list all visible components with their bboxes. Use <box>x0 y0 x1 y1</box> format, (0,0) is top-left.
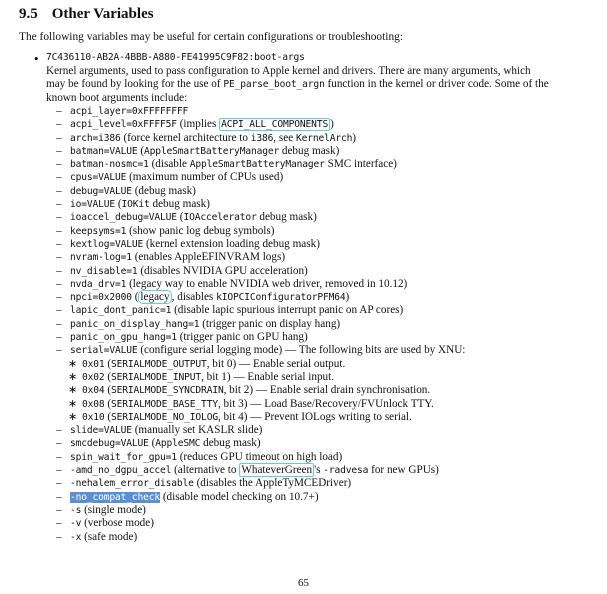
section-title: Other Variables <box>51 6 154 22</box>
serial-bits-container <box>56 358 465 424</box>
serial-bit-item: ∗ 0x01 (SERIALMODE_OUTPUT, bit 0) — Enable serial output. <box>68 357 346 370</box>
dash-icon: – <box>56 184 62 197</box>
dash-icon: – <box>56 158 62 171</box>
arg-item: – kextlog=VALUE (kernel extension loading debug mask) <box>56 237 320 250</box>
arg-item: – panic_on_display_hang=1 (trigger panic on display hang) <box>56 317 341 330</box>
star-icon: ∗ <box>68 384 78 397</box>
description-line-3: known boot arguments include: <box>46 91 188 104</box>
arg-item-selected: – -no_compat_check (disable model checking on 10.7+) <box>56 490 319 503</box>
bullet-icon: • <box>33 53 40 66</box>
selected-text-no-compat-check[interactable]: -no_compat_check <box>70 491 161 503</box>
dash-icon: – <box>56 477 62 490</box>
arg-item: – nv_disable=1 (disables NVIDIA GPU acceleration) <box>56 264 308 277</box>
arg-item: – batman=VALUE (AppleSmartBatteryManager debug mask) <box>56 144 340 157</box>
arg-item: – -nehalem_error_disable (disables the AppleTyMCEDriver) <box>56 477 352 490</box>
arg-item: – smcdebug=VALUE (AppleSMC debug mask) <box>56 437 261 450</box>
serial-bit-item: ∗ 0x08 (SERIALMODE_BASE_TTY, bit 3) — Load Base/Recovery/FVUnlock TTY. <box>68 397 434 410</box>
arg-item: – panic_on_gpu_hang=1 (trigger panic on GPU hang) <box>56 331 308 344</box>
dash-icon: – <box>56 105 62 117</box>
star-icon: ∗ <box>68 357 78 370</box>
intro-paragraph: The following variables may be useful for certain configurations or troubleshooting: <box>19 31 404 43</box>
arg-item: – arch=i386 (force kernel architecture to i386, see KernelArch) <box>56 131 356 144</box>
page-number: 65 <box>298 577 309 589</box>
dash-icon: – <box>56 490 62 503</box>
serial-bit-item: ∗ 0x10 (SERIALMODE_NO_IOLOG, bit 4) — Prevent IOLogs writing to serial. <box>68 410 412 423</box>
description-line-2: may be found by looking for the use of PE_parse_boot_argn function in the kernel or driver code. Some of the <box>46 78 549 91</box>
dash-icon: – <box>56 144 62 157</box>
dash-icon: – <box>56 237 62 250</box>
arg-item: – acpi_level=0xFFFF5F (implies ACPI_ALL_COMPONENTS ) <box>56 118 334 131</box>
arg-item: – acpi_layer=0xFFFFFFFF <box>56 105 189 117</box>
section-number: 9.5 <box>19 6 38 22</box>
dash-icon: – <box>56 464 62 477</box>
dash-icon: – <box>56 224 62 237</box>
dash-icon: – <box>56 291 62 304</box>
code-pe-parse-boot-argn: PE_parse_boot_argn <box>223 79 325 91</box>
dash-icon: – <box>56 171 62 184</box>
serial-bit-item: ∗ 0x02 (SERIALMODE_INPUT, bit 1) — Enable serial input. <box>68 370 335 383</box>
serial-bits-list <box>56 358 465 424</box>
arg-item: – slide=VALUE (manually set KASLR slide) <box>56 424 263 437</box>
star-icon: ∗ <box>68 370 78 383</box>
dash-icon: – <box>56 344 62 357</box>
dash-icon: – <box>56 251 62 264</box>
link-acpi-all-components[interactable]: ACPI_ALL_COMPONENTS <box>221 119 329 131</box>
star-icon: ∗ <box>68 410 78 423</box>
arg-item: – debug=VALUE (debug mask) <box>56 184 196 197</box>
dash-icon: – <box>56 211 62 224</box>
arg-item: – -x (safe mode) <box>56 530 138 543</box>
dash-icon: – <box>56 264 62 277</box>
description-line-1: Kernel arguments, used to pass configuration to Apple kernel and drivers. There are many arguments, which <box>46 65 531 77</box>
section-heading <box>19 6 154 23</box>
arg-item: – cpus=VALUE (maximum number of CPUs used) <box>56 171 284 184</box>
dash-icon: – <box>56 331 62 344</box>
dash-icon: – <box>56 317 62 330</box>
arg-item: – -v (verbose mode) <box>56 517 154 530</box>
boot-args-description <box>46 65 594 105</box>
dash-icon: – <box>56 517 62 530</box>
star-icon: ∗ <box>68 397 78 410</box>
guid-key: 7C436110-AB2A-4BBB-A880-FE41995C9F82:boot-args <box>46 52 305 63</box>
dash-icon: – <box>56 424 62 437</box>
arg-item: – spin_wait_for_gpu=1 (reduces GPU timeout on high load) <box>56 450 343 463</box>
serial-bit-item: ∗ 0x04 (SERIALMODE_SYNCDRAIN, bit 2) — Enable serial drain synchronisation. <box>68 384 431 397</box>
arg-item: – npci=0x2000 ( legacy , disables kIOPCIConfiguratorPFM64) <box>56 291 350 304</box>
arg-item: – batman-nosmc=1 (disable AppleSmartBatteryManager SMC interface) <box>56 158 397 171</box>
arg-item: – keepsyms=1 (show panic log debug symbols) <box>56 224 275 237</box>
dash-icon: – <box>56 503 62 516</box>
dash-icon: – <box>56 198 62 211</box>
dash-icon: – <box>56 277 62 290</box>
arg-item: – -s (single mode) <box>56 503 146 516</box>
arg-item: – nvram-log=1 (enables AppleEFINVRAM logs) <box>56 251 286 264</box>
arg-item: – -amd_no_dgpu_accel (alternative to WhateverGreen 's -radvesa for new GPUs) <box>56 464 439 477</box>
arg-item: – nvda_drv=1 (legacy way to enable NVIDIA web driver, removed in 10.12) <box>56 277 408 290</box>
dash-icon: – <box>56 131 62 144</box>
arg-item: – io=VALUE (IOKit debug mask) <box>56 198 210 211</box>
link-whatevergreen[interactable]: WhateverGreen <box>241 464 313 477</box>
dash-icon: – <box>56 530 62 543</box>
arg-item: – ioaccel_debug=VALUE (IOAccelerator debug mask) <box>56 211 317 224</box>
boot-args-list <box>56 105 465 544</box>
dash-icon: – <box>56 304 62 317</box>
dash-icon: – <box>56 450 62 463</box>
dash-icon: – <box>56 118 62 131</box>
arg-item-serial: – serial=VALUE (configure serial logging mode) — The following bits are used by XNU: <box>56 344 466 357</box>
dash-icon: – <box>56 437 62 450</box>
arg-item: – lapic_dont_panic=1 (disable lapic spurious interrupt panic on AP cores) <box>56 304 404 317</box>
link-legacy[interactable]: legacy <box>140 291 170 304</box>
